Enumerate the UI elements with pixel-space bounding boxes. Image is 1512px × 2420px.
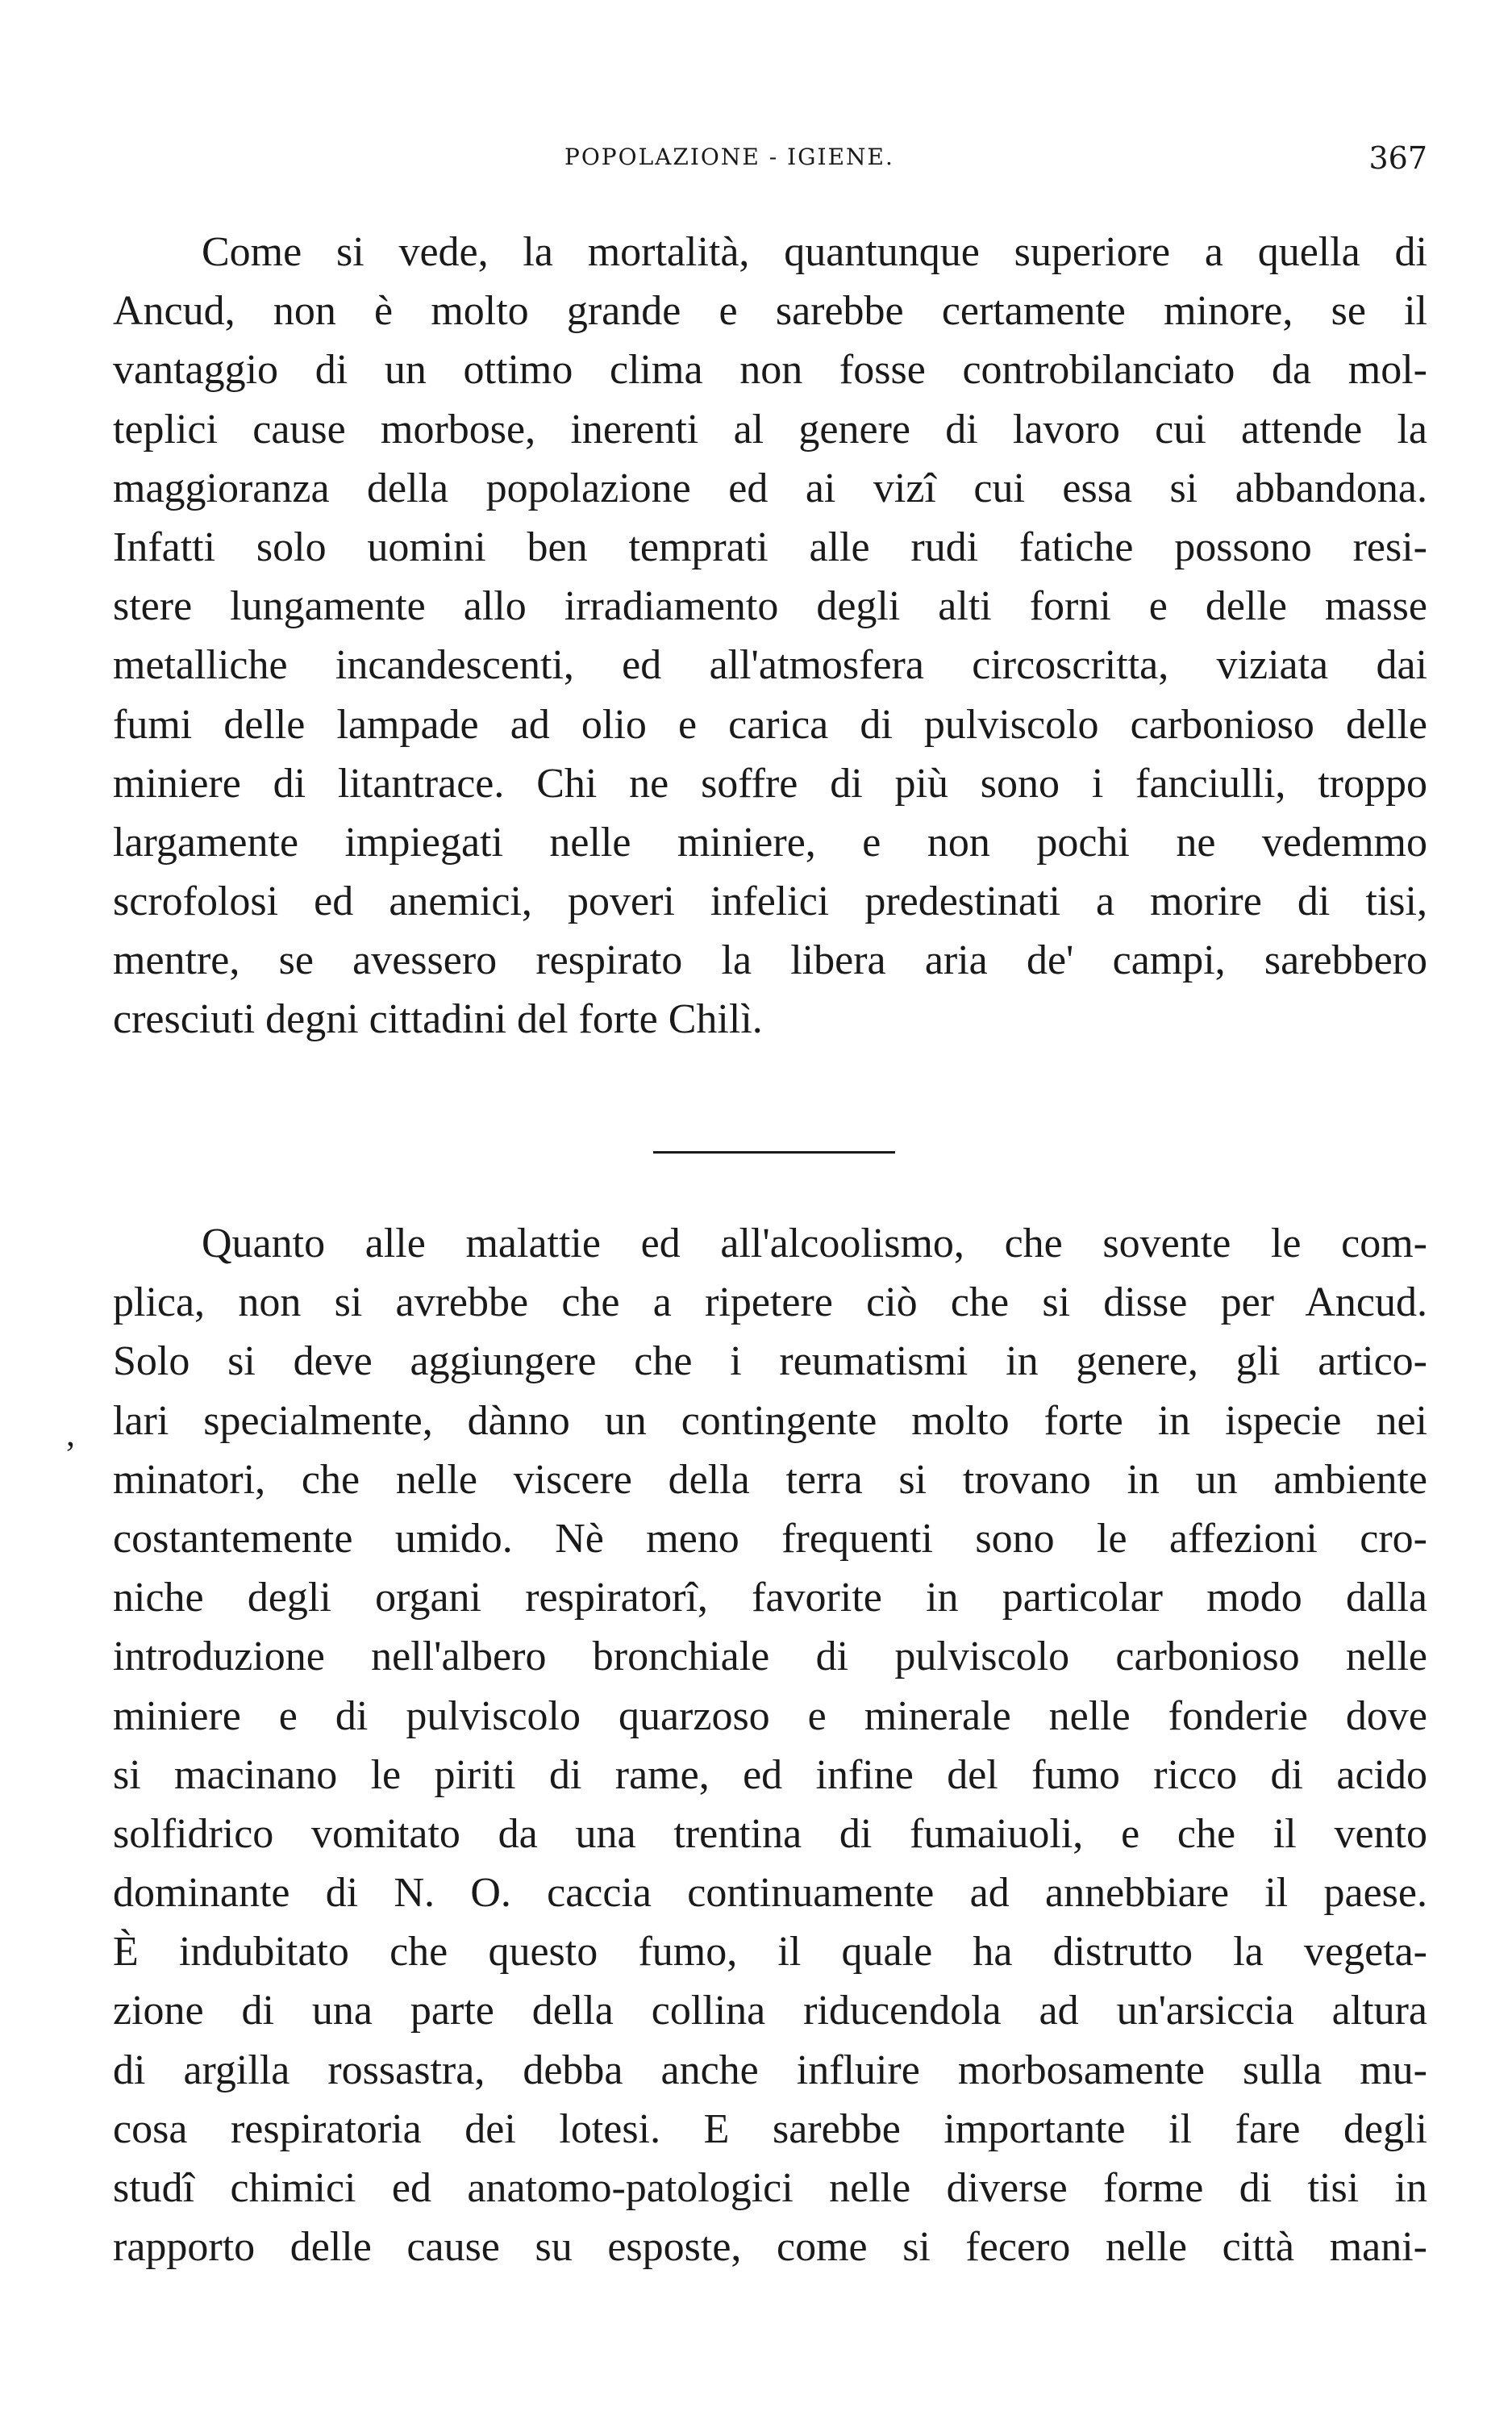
text-line: Quanto alle malattie ed all'alcoolismo, che sovente le com- [202, 1220, 1427, 1266]
running-head: POPOLAZIONE - IGIENE. [564, 144, 894, 170]
text-line: miniere e di pulviscolo quarzoso e minerale nelle fonderie dove [113, 1692, 1427, 1739]
text-line: dominante di N. O. caccia continuamente ad annebbiare il paese. [113, 1870, 1427, 1917]
text-line: rapporto delle cause su esposte, come si fecero nelle città mani- [113, 2224, 1427, 2271]
page-number: 367 [1368, 140, 1427, 176]
text-line: Ancud, non è molto grande e sarebbe certamente minore, se il [113, 288, 1427, 335]
text-line: miniere di litantrace. Chi ne soffre di più sono i fanciulli, troppo [113, 760, 1427, 807]
text-line: zione di una parte della collina riducendola ad un'arsiccia altura [113, 1988, 1427, 2034]
text-line: mentre, se avessero respirato la libera aria de' campi, sarebbero [113, 937, 1427, 984]
text-line: minatori, che nelle viscere della terra si trovano in un ambiente [113, 1456, 1427, 1503]
text-line: introduzione nell'albero bronchiale di pulviscolo carbonioso nelle [113, 1634, 1427, 1680]
text-line: cosa respiratoria dei lotesi. E sarebbe importante il fare degli [113, 2105, 1427, 2152]
text-line: niche degli organi respiratorî, favorite in particolar modo dalla [113, 1575, 1427, 1621]
text-line: studî chimici ed anatomo-patologici nelle diverse forme di tisi in [113, 2165, 1427, 2211]
paragraph-mortality [113, 223, 1427, 1049]
text-line: stere lungamente allo irradiamento degli alti forni e delle masse [113, 583, 1427, 630]
text-line: È indubitato che questo fumo, il quale ha distrutto la vegeta- [113, 1929, 1427, 1976]
text-line: vantaggio di un ottimo clima non fosse controbilanciato da mol- [113, 347, 1427, 394]
text-line: Infatti solo uomini ben temprati alle rudi fatiche possono resi- [113, 524, 1427, 570]
text-line: solfidrico vomitato da una trentina di fumaiuoli, e che il vento [113, 1810, 1427, 1857]
text-line: Come si vede, la mortalità, quantunque superiore a quella di [202, 229, 1427, 275]
text-line: Solo si deve aggiungere che i reumatismi in genere, gli artico- [113, 1338, 1427, 1385]
text-line: metalliche incandescenti, ed all'atmosfera circoscritta, viziata dai [113, 642, 1427, 689]
page-header [113, 140, 1427, 184]
section-separator-rule [653, 1151, 895, 1154]
text-line: largamente impiegati nelle miniere, e non pochi ne vedemmo [113, 819, 1427, 866]
paragraph-diseases [113, 1214, 1427, 2276]
text-line: maggioranza della popolazione ed ai vizî cui essa si abbandona. [113, 465, 1427, 511]
margin-mark: , [66, 1414, 75, 1454]
text-line: di argilla rossastra, debba anche influire morbosamente sulla mu- [113, 2047, 1427, 2093]
text-line: si macinano le piriti di rame, ed infine del fumo ricco di acido [113, 1751, 1427, 1798]
text-line: lari specialmente, dànno un contingente molto forte in ispecie nei [113, 1397, 1427, 1444]
text-line: scrofolosi ed anemici, poveri infelici predestinati a morire di tisi, [113, 878, 1427, 925]
text-line: teplici cause morbose, inerenti al genere di lavoro cui attende la [113, 406, 1427, 453]
text-line: plica, non si avrebbe che a ripetere ciò che si disse per Ancud. [113, 1279, 1427, 1326]
text-line: costantemente umido. Nè meno frequenti sono le affezioni cro- [113, 1515, 1427, 1562]
text-line: fumi delle lampade ad olio e carica di pulviscolo carbonioso delle [113, 701, 1427, 748]
text-line: cresciuti degni cittadini del forte Chilì. [113, 996, 763, 1043]
